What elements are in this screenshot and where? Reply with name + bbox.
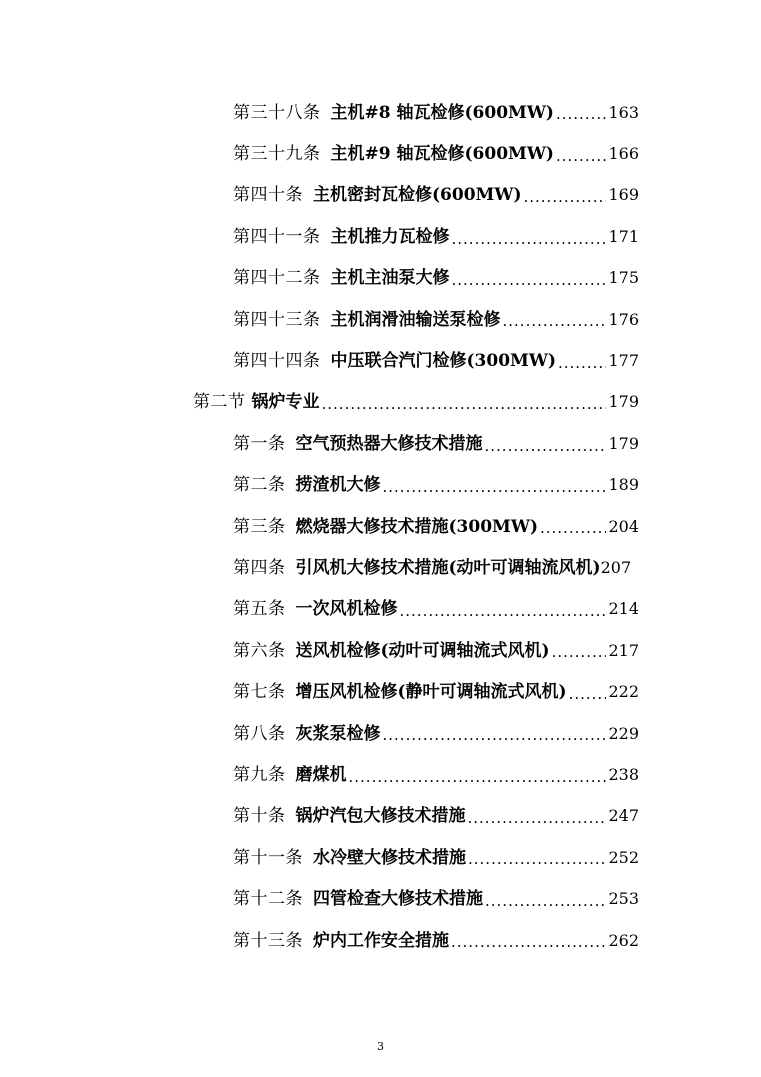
toc-entry-title: 引风机大修技术措施(动叶可调轴流风机) bbox=[295, 557, 601, 578]
toc-entry-number: 第四条 bbox=[233, 557, 286, 578]
toc-entry-number: 第六条 bbox=[233, 640, 286, 661]
toc-dot-leader bbox=[452, 270, 607, 299]
toc-dot-leader bbox=[452, 229, 607, 258]
toc-entry[interactable] bbox=[0, 878, 639, 919]
toc-entry-title: 一次风机检修 bbox=[295, 599, 398, 620]
toc-dot-leader bbox=[400, 601, 607, 630]
toc-entry-number: 第四十四条 bbox=[233, 351, 321, 372]
toc-dot-leader bbox=[540, 518, 606, 547]
toc-entry-page: 229 bbox=[608, 723, 639, 743]
toc-dot-leader bbox=[383, 477, 607, 506]
toc-entry-title: 中压联合汽门检修(300MW) bbox=[330, 351, 556, 372]
toc-entry-page: 169 bbox=[608, 185, 639, 205]
toc-entry-page: 176 bbox=[608, 309, 639, 329]
toc-entry[interactable] bbox=[0, 671, 639, 712]
toc-section-title: 锅炉专业 bbox=[251, 392, 320, 413]
toc-entry[interactable] bbox=[0, 423, 639, 464]
toc-entry-number: 第八条 bbox=[233, 723, 286, 744]
toc-entry[interactable] bbox=[0, 133, 639, 174]
toc-entry[interactable] bbox=[0, 216, 639, 257]
toc-dot-leader bbox=[322, 394, 607, 423]
toc-dot-leader bbox=[556, 146, 606, 175]
table-of-contents bbox=[0, 92, 761, 961]
page-number: 3 bbox=[377, 1040, 384, 1053]
toc-entry-title: 主机#8 轴瓦检修(600MW) bbox=[330, 102, 554, 123]
toc-entry-title: 主机润滑油输送泵检修 bbox=[330, 309, 501, 330]
toc-entry-page: 217 bbox=[608, 640, 639, 660]
toc-dot-leader bbox=[503, 311, 607, 340]
toc-dot-leader bbox=[558, 353, 606, 382]
toc-entry[interactable] bbox=[0, 837, 639, 878]
toc-entry-title: 增压风机检修(静叶可调轴流式风机) bbox=[295, 682, 567, 703]
toc-entry-title: 锅炉汽包大修技术措施 bbox=[295, 806, 466, 827]
toc-entry-page: 207 bbox=[600, 557, 632, 577]
toc-entry[interactable] bbox=[0, 506, 639, 547]
toc-entry-title: 主机主油泵大修 bbox=[330, 268, 450, 289]
toc-dot-leader bbox=[468, 849, 606, 878]
toc-entry-number: 第十一条 bbox=[233, 847, 303, 868]
toc-entry[interactable] bbox=[0, 175, 639, 216]
toc-section-number: 第二节 bbox=[193, 392, 246, 413]
toc-entry-title: 空气预热器大修技术措施 bbox=[295, 433, 483, 454]
toc-entry-page: 252 bbox=[608, 847, 639, 867]
toc-entry-page: 189 bbox=[608, 475, 639, 495]
toc-entry[interactable] bbox=[0, 630, 639, 671]
toc-entry-number: 第四十一条 bbox=[233, 226, 321, 247]
toc-entry[interactable] bbox=[0, 258, 639, 299]
toc-dot-leader bbox=[485, 891, 606, 920]
toc-entry-title: 燃烧器大修技术措施(300MW) bbox=[295, 516, 538, 537]
toc-dot-leader bbox=[468, 808, 607, 837]
toc-dot-leader bbox=[556, 104, 606, 133]
toc-entry-number: 第十条 bbox=[233, 806, 286, 827]
toc-entry-number: 第七条 bbox=[233, 682, 286, 703]
toc-entry-page: 247 bbox=[608, 806, 639, 826]
toc-entry-title: 捞渣机大修 bbox=[295, 475, 381, 496]
toc-entry-title: 灰浆泵检修 bbox=[295, 723, 381, 744]
toc-entry-page: 177 bbox=[608, 351, 639, 371]
toc-entry-number: 第四十二条 bbox=[233, 268, 321, 289]
toc-entry-page: 179 bbox=[608, 433, 639, 453]
toc-entry-title: 水冷壁大修技术措施 bbox=[313, 847, 466, 868]
toc-entry-number: 第十二条 bbox=[233, 889, 303, 910]
toc-entry-number: 第一条 bbox=[233, 433, 286, 454]
toc-entry-page: 214 bbox=[608, 599, 639, 619]
toc-entry-page: 175 bbox=[608, 268, 639, 288]
toc-entry[interactable] bbox=[0, 547, 639, 588]
toc-entry[interactable] bbox=[0, 713, 639, 754]
toc-section-page: 179 bbox=[608, 392, 639, 412]
toc-entry[interactable] bbox=[0, 589, 639, 630]
toc-entry-title: 炉内工作安全措施 bbox=[313, 930, 449, 951]
toc-entry-number: 第四十三条 bbox=[233, 309, 321, 330]
toc-entry[interactable] bbox=[0, 92, 639, 133]
toc-dot-leader bbox=[485, 436, 607, 465]
toc-entry[interactable] bbox=[0, 299, 639, 340]
toc-entry-title: 送风机检修(动叶可调轴流式风机) bbox=[295, 640, 550, 661]
toc-dot-leader bbox=[383, 725, 607, 754]
toc-entry-number: 第四十条 bbox=[233, 185, 303, 206]
toc-entry-page: 204 bbox=[608, 516, 639, 536]
toc-entry-page: 238 bbox=[608, 764, 639, 784]
toc-entry[interactable] bbox=[0, 465, 639, 506]
toc-entry-number: 第十三条 bbox=[233, 930, 303, 951]
toc-entry-page: 253 bbox=[608, 889, 639, 909]
toc-dot-leader bbox=[451, 932, 606, 961]
toc-dot-leader bbox=[523, 187, 606, 216]
toc-dot-leader bbox=[569, 684, 607, 713]
toc-entry-number: 第三条 bbox=[233, 516, 286, 537]
toc-entry-title: 主机#9 轴瓦检修(600MW) bbox=[330, 144, 554, 165]
toc-entry[interactable] bbox=[0, 796, 639, 837]
toc-entry-title: 磨煤机 bbox=[295, 764, 347, 785]
toc-entry-title: 主机密封瓦检修(600MW) bbox=[313, 185, 522, 206]
toc-entry[interactable] bbox=[0, 340, 639, 381]
toc-entry[interactable] bbox=[0, 754, 639, 795]
toc-entry-number: 第三十八条 bbox=[233, 102, 321, 123]
toc-entry-number: 第二条 bbox=[233, 475, 286, 496]
toc-dot-leader bbox=[552, 642, 607, 671]
toc-entry-page: 166 bbox=[608, 144, 639, 164]
toc-dot-leader bbox=[349, 767, 607, 796]
toc-entry-page: 262 bbox=[608, 930, 639, 950]
toc-entry-title: 四管检查大修技术措施 bbox=[313, 889, 483, 910]
toc-entry[interactable] bbox=[0, 920, 639, 961]
toc-entry-number: 第九条 bbox=[233, 764, 286, 785]
toc-entry-number: 第五条 bbox=[233, 599, 286, 620]
toc-entry-page: 163 bbox=[608, 102, 639, 122]
toc-entry-page: 222 bbox=[608, 682, 639, 702]
toc-section-entry[interactable] bbox=[0, 382, 639, 423]
toc-entry-number: 第三十九条 bbox=[233, 144, 321, 165]
toc-entry-title: 主机推力瓦检修 bbox=[330, 226, 450, 247]
toc-entry-page: 171 bbox=[608, 226, 639, 246]
